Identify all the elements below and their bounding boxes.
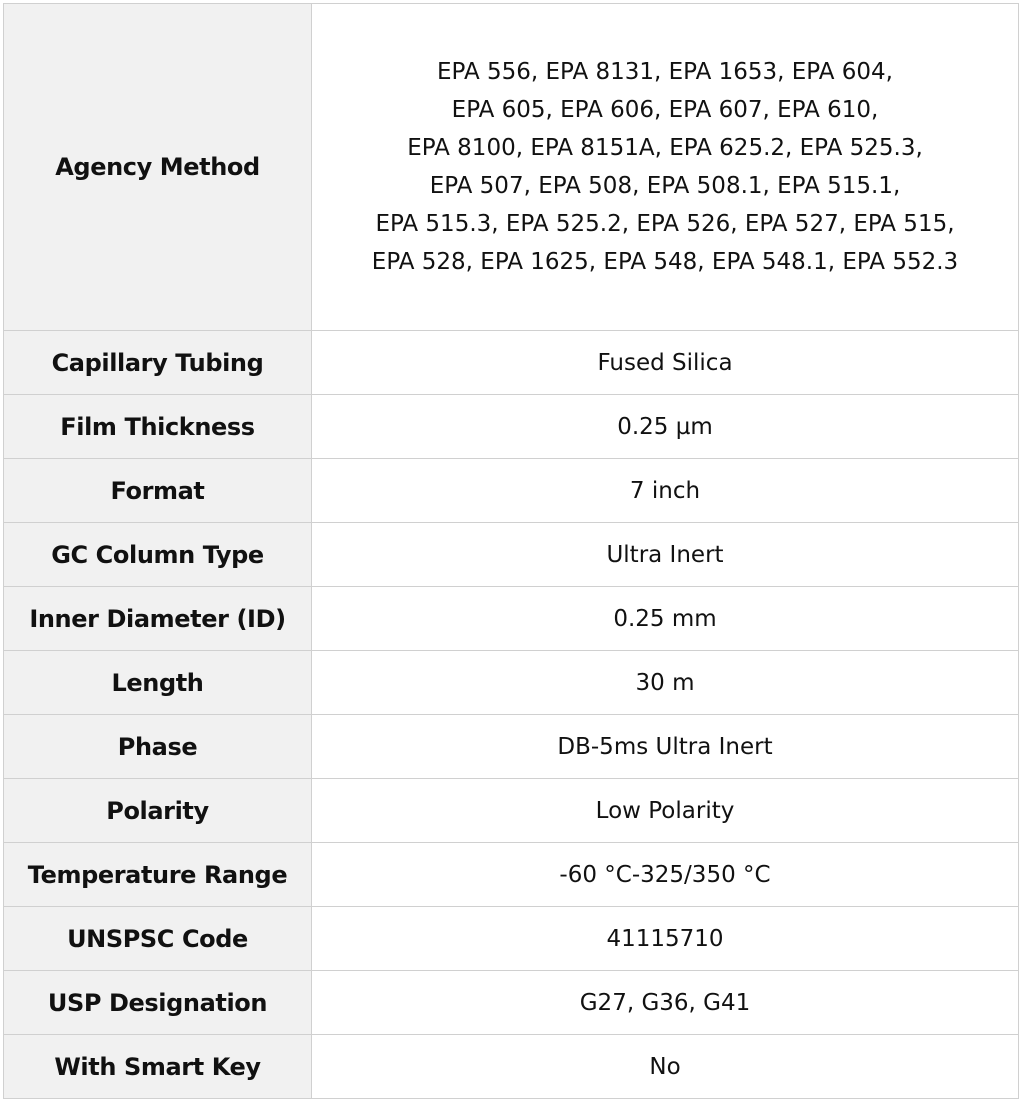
spec-row-inner-diameter <box>4 587 1019 651</box>
spec-row-unspsc-code <box>4 907 1019 971</box>
spec-row-length <box>4 651 1019 715</box>
spec-row-usp-designation <box>4 971 1019 1035</box>
spec-value: No <box>312 1035 1019 1099</box>
spec-row-film-thickness <box>4 395 1019 459</box>
spec-value: G27, G36, G41 <box>312 971 1019 1035</box>
spec-row-capillary-tubing <box>4 331 1019 395</box>
agency-method-line: EPA 507, EPA 508, EPA 508.1, EPA 515.1, <box>429 173 901 199</box>
spec-label: USP Designation <box>4 971 312 1035</box>
spec-row-agency-method <box>4 4 1019 331</box>
agency-method-line: EPA 8100, EPA 8151A, EPA 625.2, EPA 525.3, <box>407 135 923 161</box>
spec-label: Agency Method <box>4 4 312 331</box>
spec-value-agency-methods <box>312 4 1019 331</box>
spec-row-temperature-range <box>4 843 1019 907</box>
spec-value: -60 °C-325/350 °C <box>312 843 1019 907</box>
spec-label: GC Column Type <box>4 523 312 587</box>
spec-value: Low Polarity <box>312 779 1019 843</box>
spec-label: With Smart Key <box>4 1035 312 1099</box>
spec-value: Ultra Inert <box>312 523 1019 587</box>
spec-label: Format <box>4 459 312 523</box>
spec-value: 41115710 <box>312 907 1019 971</box>
spec-row-polarity <box>4 779 1019 843</box>
spec-label: Film Thickness <box>4 395 312 459</box>
spec-row-gc-column-type <box>4 523 1019 587</box>
agency-method-line: EPA 556, EPA 8131, EPA 1653, EPA 604, <box>437 59 893 85</box>
spec-label: Length <box>4 651 312 715</box>
spec-value: 7 inch <box>312 459 1019 523</box>
agency-method-line: EPA 605, EPA 606, EPA 607, EPA 610, <box>451 97 879 123</box>
spec-value: DB-5ms Ultra Inert <box>312 715 1019 779</box>
agency-method-line: EPA 515.3, EPA 525.2, EPA 526, EPA 527, EPA 515, <box>375 211 955 237</box>
spec-label: UNSPSC Code <box>4 907 312 971</box>
spec-label: Temperature Range <box>4 843 312 907</box>
spec-value: Fused Silica <box>312 331 1019 395</box>
specifications-table <box>3 3 1019 1099</box>
spec-value: 0.25 mm <box>312 587 1019 651</box>
spec-value: 30 m <box>312 651 1019 715</box>
agency-method-line: EPA 528, EPA 1625, EPA 548, EPA 548.1, EPA 552.3 <box>371 249 959 275</box>
spec-label: Capillary Tubing <box>4 331 312 395</box>
spec-row-phase <box>4 715 1019 779</box>
spec-value: 0.25 µm <box>312 395 1019 459</box>
spec-row-with-smart-key <box>4 1035 1019 1099</box>
spec-label: Inner Diameter (ID) <box>4 587 312 651</box>
spec-label: Phase <box>4 715 312 779</box>
spec-label: Polarity <box>4 779 312 843</box>
spec-row-format <box>4 459 1019 523</box>
